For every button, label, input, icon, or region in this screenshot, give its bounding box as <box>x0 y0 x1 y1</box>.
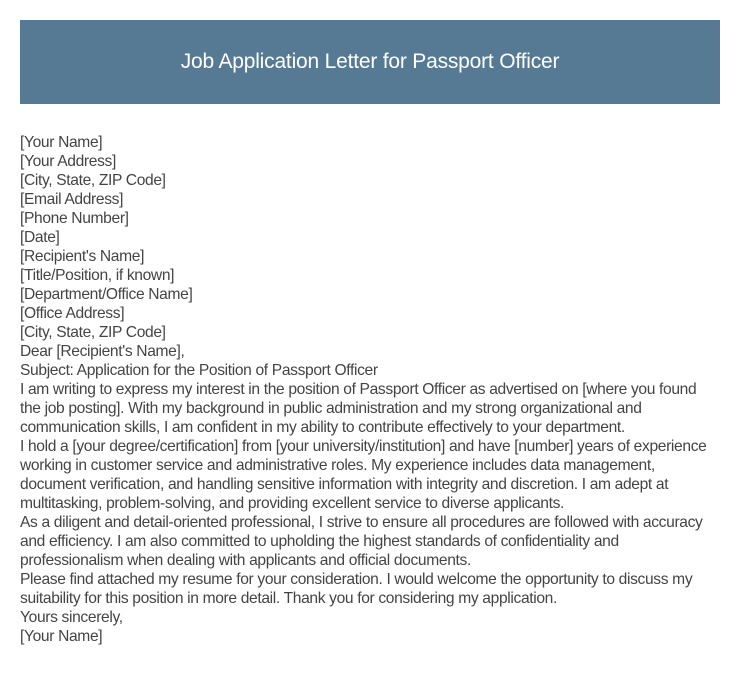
recipient-department: [Department/Office Name] <box>20 286 193 303</box>
body-paragraph-2: I hold a [your degree/certification] from [your university/institution] and have [number] years of experience working in customer service and administrative roles. My experience includes data management, document verification, and handling sensitive information with integrity and discretion. I am adept at multitasking, problem-solving, and providing excellent service to diverse applicants. <box>20 438 707 512</box>
letter-date: [Date] <box>20 229 60 246</box>
body-paragraph-1: I am writing to express my interest in the position of Passport Officer as advertised on [where you found the job posting]. With my background in public administration and my strong organizational and communication skills, I am confident in my ability to contribute effectively to your department. <box>20 381 697 436</box>
body-paragraph-4: Please find attached my resume for your consideration. I would welcome the opportunity to discuss my suitability for this position in more detail. Thank you for considering my application. <box>20 571 693 607</box>
recipient-name: [Recipient's Name] <box>20 248 145 265</box>
sender-phone: [Phone Number] <box>20 210 129 227</box>
letter-body <box>20 133 720 646</box>
recipient-address: [Office Address] <box>20 305 125 322</box>
signature: [Your Name] <box>20 628 103 645</box>
sender-address: [Your Address] <box>20 153 116 170</box>
subject-line: Subject: Application for the Position of Passport Officer <box>20 362 378 379</box>
sender-city-state-zip: [City, State, ZIP Code] <box>20 172 166 189</box>
recipient-city-state-zip: [City, State, ZIP Code] <box>20 324 166 341</box>
sender-name: [Your Name] <box>20 134 103 151</box>
salutation: Dear [Recipient's Name], <box>20 343 185 360</box>
closing: Yours sincerely, <box>20 609 123 626</box>
recipient-title: [Title/Position, if known] <box>20 267 175 284</box>
sender-email: [Email Address] <box>20 191 124 208</box>
page-title: Job Application Letter for Passport Officer <box>180 50 560 73</box>
title-banner <box>20 20 720 104</box>
body-paragraph-3: As a diligent and detail-oriented professional, I strive to ensure all procedures are followed with accuracy and efficiency. I am also committed to upholding the highest standards of confidentiality and professionalism when dealing with applicants and official documents. <box>20 514 703 569</box>
